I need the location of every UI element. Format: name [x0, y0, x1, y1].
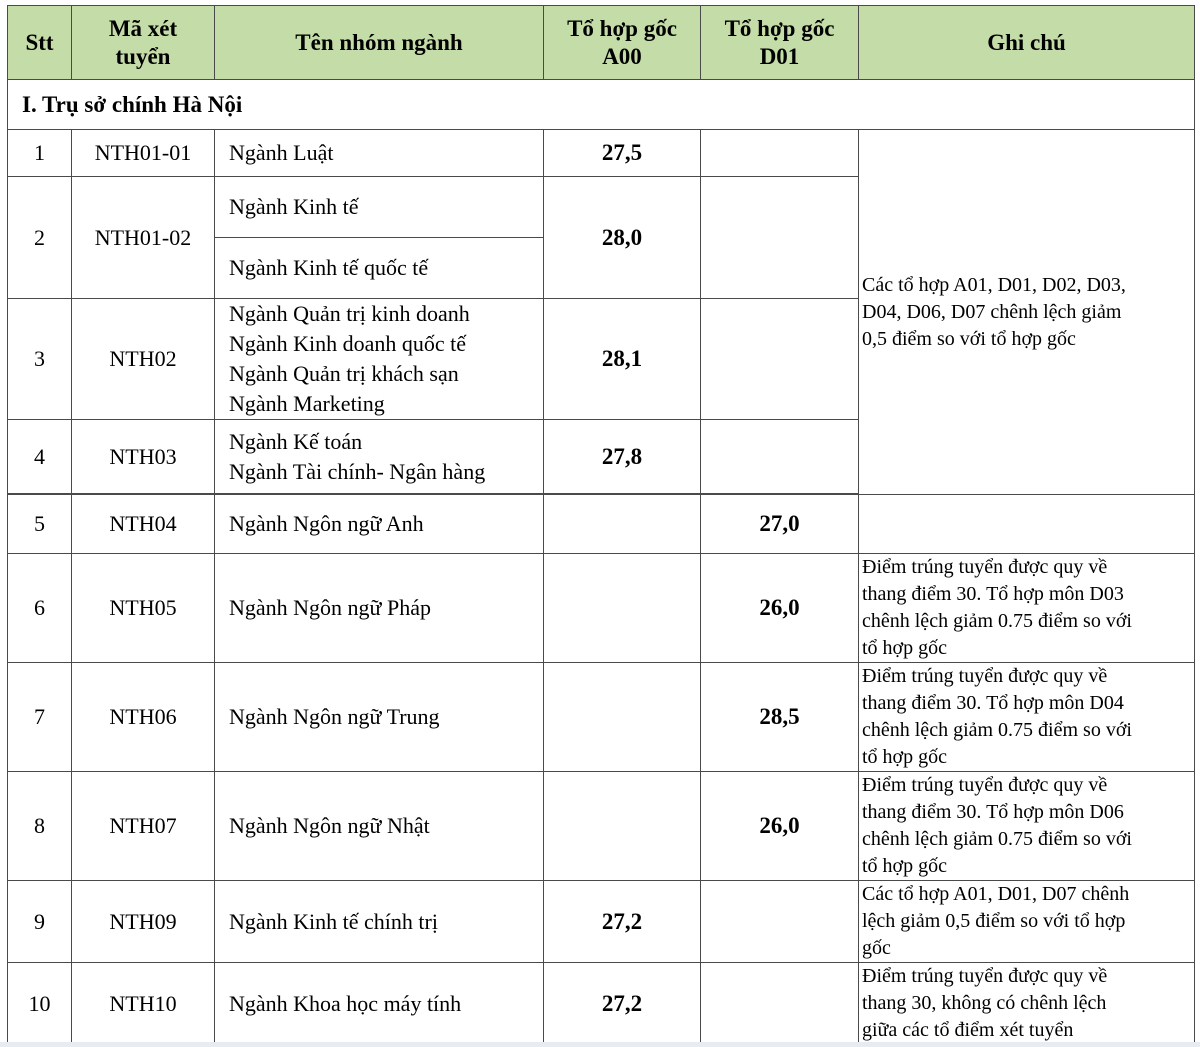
- cell-code: NTH09: [72, 881, 215, 963]
- cell-code: NTH01-01: [72, 130, 215, 177]
- cell-a00: 27,2: [544, 881, 701, 963]
- bottom-edge-strip: [0, 1042, 1200, 1047]
- header-d01: Tổ hợp gốc D01: [701, 6, 859, 80]
- cell-note: Các tổ hợp A01, D01, D07 chênh lệch giảm 0,5 điểm so với tổ hợp gốc: [859, 881, 1195, 963]
- cell-d01: 26,0: [701, 772, 859, 881]
- cell-a00: 28,1: [544, 299, 701, 420]
- cell-d01: 26,0: [701, 554, 859, 663]
- cell-code: NTH03: [72, 420, 215, 494]
- header-code: Mã xét tuyển: [72, 6, 215, 80]
- cell-a00: 27,8: [544, 420, 701, 494]
- cell-code: NTH01-02: [72, 177, 215, 299]
- cell-note: Điểm trúng tuyển được quy về thang điểm 30. Tổ hợp môn D04 chênh lệch giảm 0.75 điểm so với tổ hợp gốc: [859, 663, 1195, 772]
- cell-name: Ngành Kinh tế chính trị: [215, 881, 544, 963]
- section-title: I. Trụ sở chính Hà Nội: [8, 80, 1195, 130]
- cell-d01: [701, 130, 859, 177]
- cell-stt: 8: [8, 772, 72, 881]
- cell-stt: 4: [8, 420, 72, 494]
- cell-code: NTH02: [72, 299, 215, 420]
- cell-name: Ngành Ngôn ngữ Anh: [215, 495, 544, 554]
- table-row: [8, 772, 1195, 881]
- cell-d01: 28,5: [701, 663, 859, 772]
- cell-stt: 10: [8, 963, 72, 1045]
- header-name: Tên nhóm ngành: [215, 6, 544, 80]
- table-row: [8, 663, 1195, 772]
- cell-code: NTH06: [72, 663, 215, 772]
- cell-code: NTH10: [72, 963, 215, 1045]
- cell-stt: 7: [8, 663, 72, 772]
- table-row: [8, 881, 1195, 963]
- cell-note: Điểm trúng tuyển được quy về thang điểm 30. Tổ hợp môn D06 chênh lệch giảm 0.75 điểm so với tổ hợp gốc: [859, 772, 1195, 881]
- cell-code: NTH04: [72, 495, 215, 554]
- cell-note-merged: Các tổ hợp A01, D01, D02, D03, D04, D06, D07 chênh lệch giảm 0,5 điểm so với tổ hợp gốc: [859, 130, 1195, 495]
- cell-d01: [701, 299, 859, 420]
- cell-name: Ngành Ngôn ngữ Nhật: [215, 772, 544, 881]
- header-row: [8, 6, 1195, 80]
- header-stt: Stt: [8, 6, 72, 80]
- table-row: [8, 554, 1195, 663]
- header-a00: Tổ hợp gốc A00: [544, 6, 701, 80]
- cell-note: [859, 495, 1195, 554]
- table-row: [8, 130, 1195, 177]
- cell-stt: 2: [8, 177, 72, 299]
- cell-a00: [544, 772, 701, 881]
- table-row: [8, 495, 1195, 554]
- cell-code: NTH07: [72, 772, 215, 881]
- cell-name: Ngành Quản trị kinh doanh Ngành Kinh doanh quốc tế Ngành Quản trị khách sạn Ngành Marketing: [215, 299, 544, 420]
- admission-score-table: [7, 5, 1195, 1045]
- cell-note: Điểm trúng tuyển được quy về thang 30, không có chênh lệch giữa các tổ điểm xét tuyển: [859, 963, 1195, 1045]
- cell-a00: 27,2: [544, 963, 701, 1045]
- cell-name: Ngành Luật: [215, 130, 544, 177]
- cell-d01: 27,0: [701, 495, 859, 554]
- cell-d01: [701, 881, 859, 963]
- cell-a00: 28,0: [544, 177, 701, 299]
- cell-name: Ngành Khoa học máy tính: [215, 963, 544, 1045]
- cell-a00: [544, 554, 701, 663]
- cell-name: Ngành Kinh tế quốc tế: [215, 238, 544, 299]
- cell-a00: [544, 663, 701, 772]
- cell-note: Điểm trúng tuyển được quy về thang điểm 30. Tổ hợp môn D03 chênh lệch giảm 0.75 điểm so với tổ hợp gốc: [859, 554, 1195, 663]
- cell-name: Ngành Ngôn ngữ Pháp: [215, 554, 544, 663]
- cell-d01: [701, 963, 859, 1045]
- cell-d01: [701, 420, 859, 494]
- section-row: [8, 80, 1195, 130]
- cell-stt: 6: [8, 554, 72, 663]
- cell-d01: [701, 177, 859, 299]
- cell-name: Ngành Ngôn ngữ Trung: [215, 663, 544, 772]
- cell-code: NTH05: [72, 554, 215, 663]
- cell-a00: 27,5: [544, 130, 701, 177]
- cell-stt: 1: [8, 130, 72, 177]
- header-note: Ghi chú: [859, 6, 1195, 80]
- cell-name: Ngành Kế toán Ngành Tài chính- Ngân hàng: [215, 420, 544, 494]
- cell-stt: 5: [8, 495, 72, 554]
- cell-name: Ngành Kinh tế: [215, 177, 544, 238]
- table-row: [8, 963, 1195, 1045]
- cell-stt: 3: [8, 299, 72, 420]
- cell-a00: [544, 495, 701, 554]
- cell-stt: 9: [8, 881, 72, 963]
